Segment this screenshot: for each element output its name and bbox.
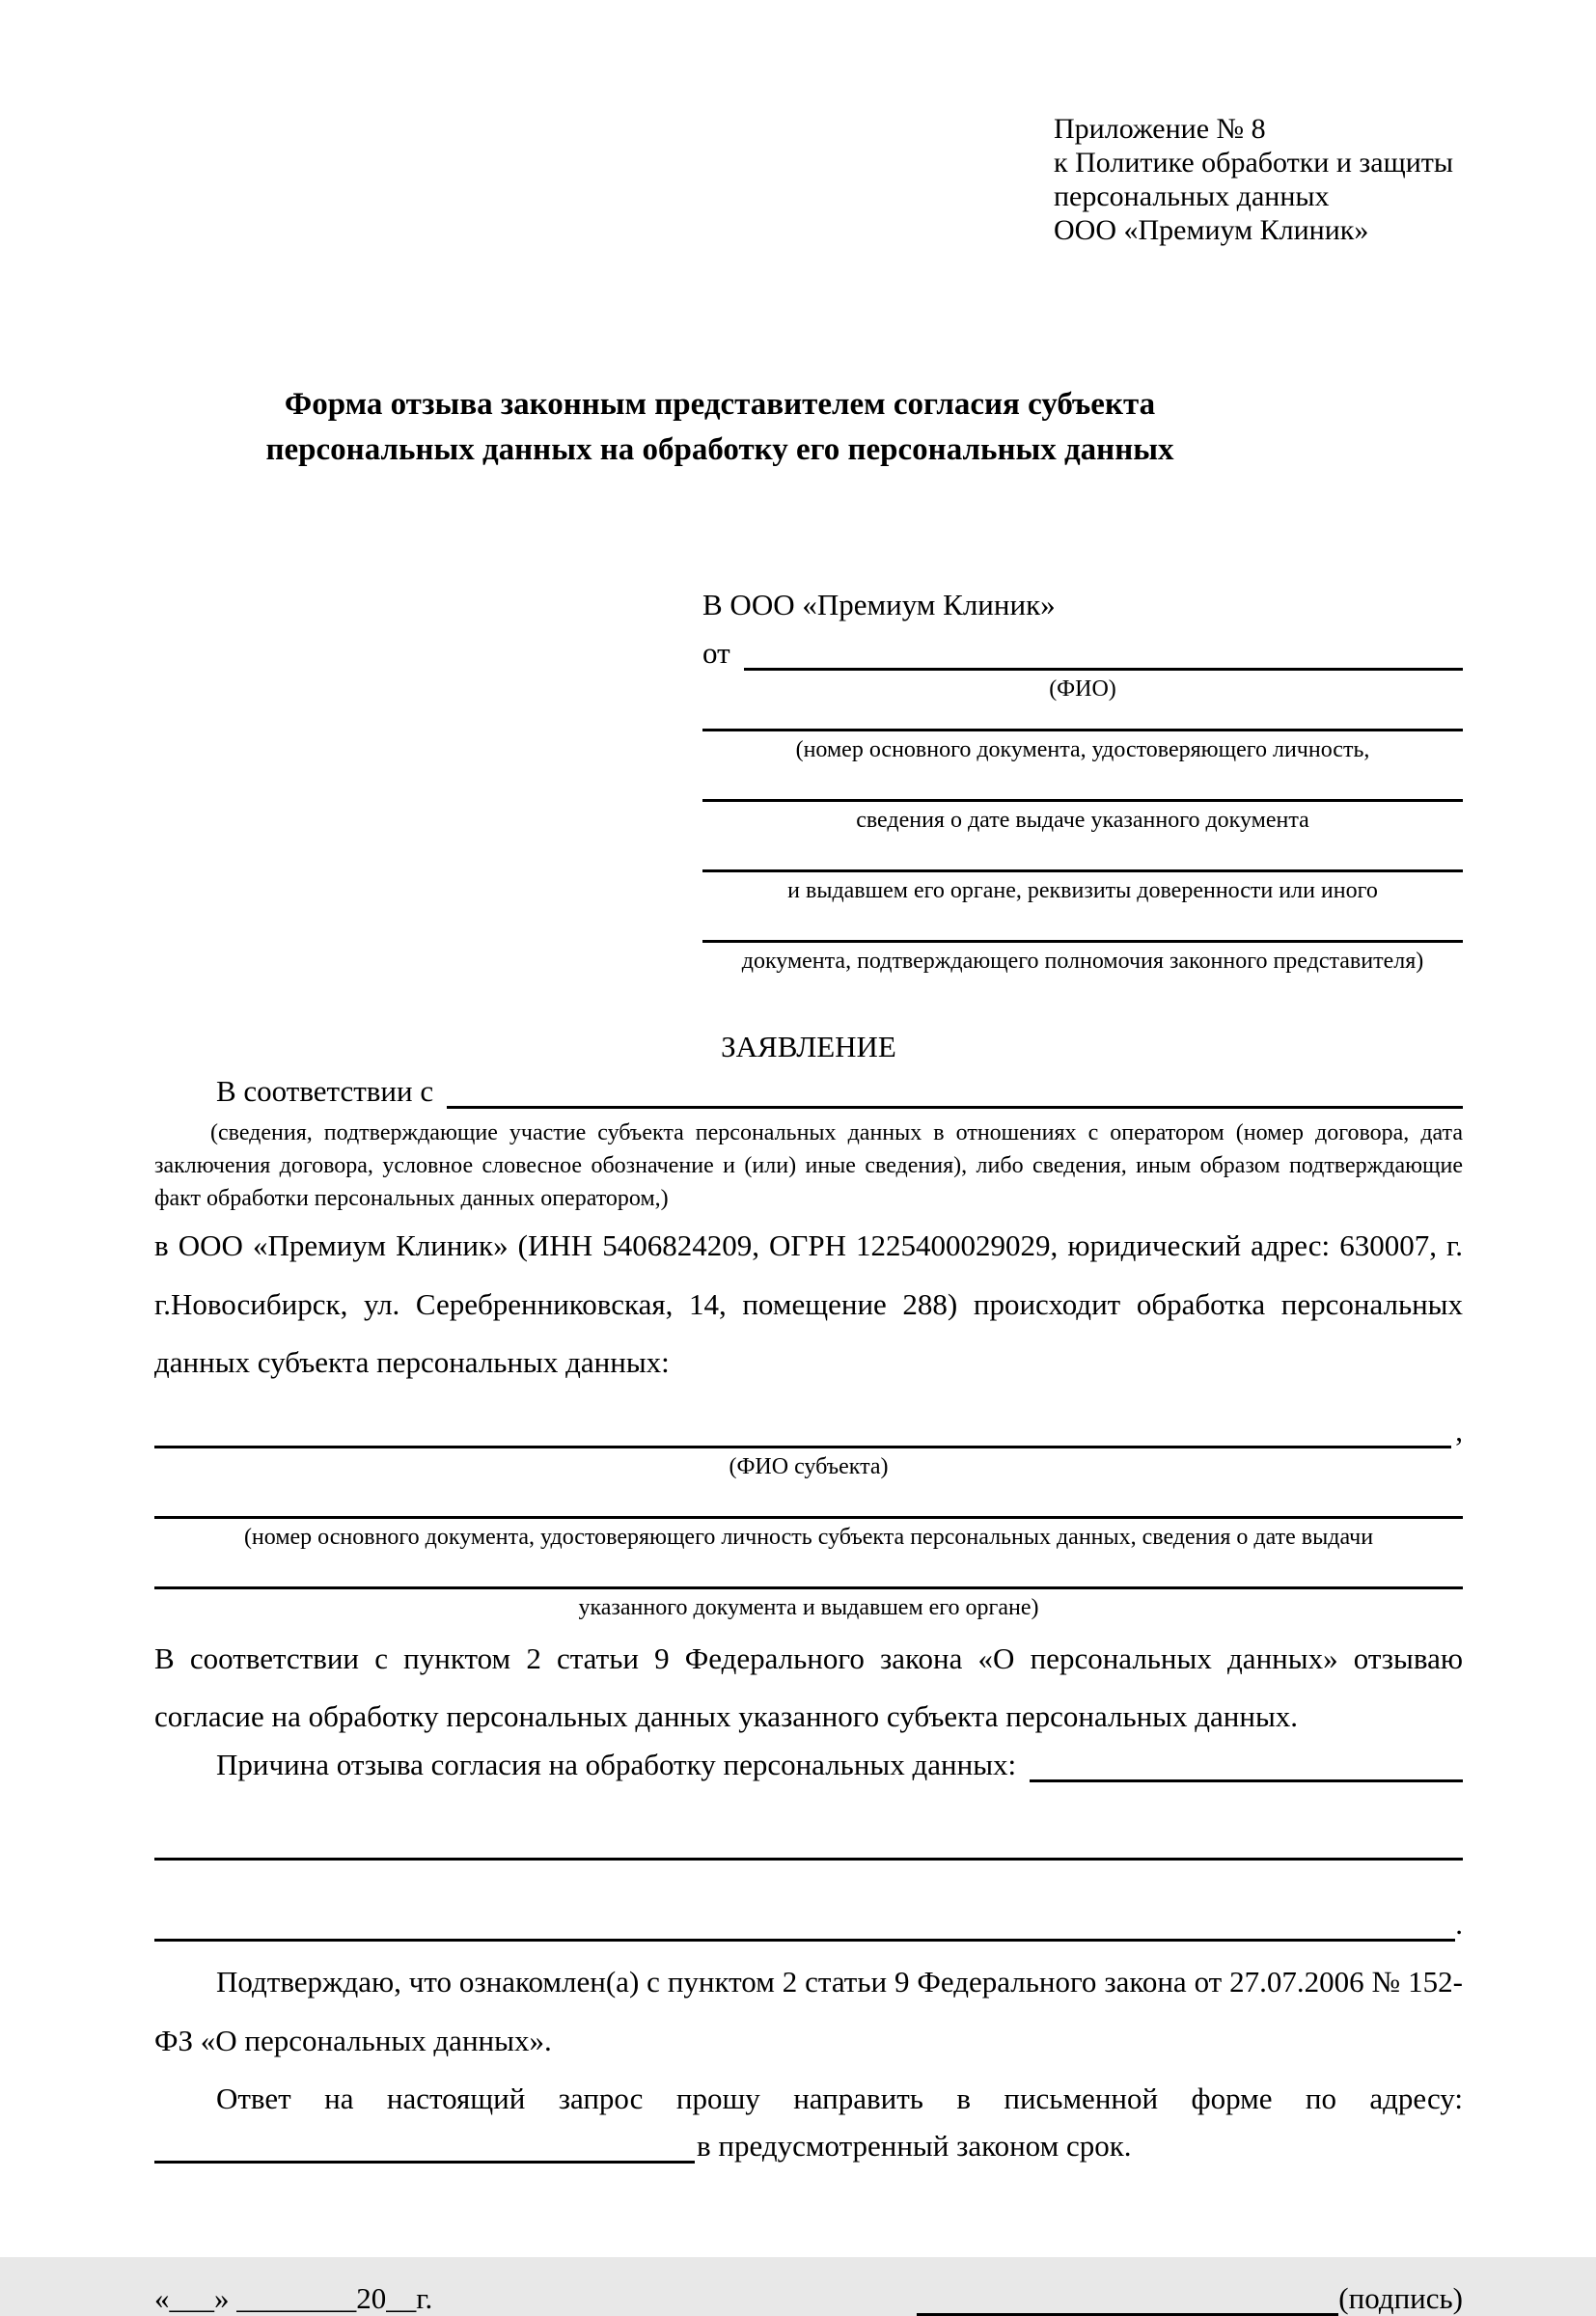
issuing-authority-field [702, 869, 1463, 905]
subject-id-document-field [154, 1516, 1463, 1552]
id-document-field [702, 729, 1463, 764]
blank-line-signature [917, 2283, 1338, 2316]
appendix-note-line: персональных данных [1054, 180, 1330, 213]
blank-line-caption: (номер основного документа, удостоверяющего личность, [795, 737, 1370, 763]
blank-line-issuing-authority [702, 869, 1463, 872]
blank-line-fio [744, 638, 1463, 671]
blank-line-reason-continued [154, 1909, 1455, 1942]
appendix-note-line: к Политике обработки и защиты [1054, 147, 1454, 179]
blank-line-subject-id-document [154, 1516, 1463, 1519]
blank-line-response-address [154, 2131, 695, 2164]
subject-issuing-authority-field [154, 1586, 1463, 1622]
appendix-note-line: ООО «Премиум Клиник» [1054, 214, 1369, 247]
operator-paragraph: в ООО «Премиум Клиник» (ИНН 5406824209, ОГРН 1225400029029, юридический адрес: 630007, г. г.Новосибирск, ул. Серебренниковская, 14, помещение 288) происходит обработка персональных данных субъекта персональных данных: [154, 1228, 1463, 1380]
subject-fio-field-row [154, 1414, 1463, 1448]
response-address-field-row [154, 2129, 1463, 2164]
signature-field [917, 2281, 1463, 2316]
reason-line-period: . [1455, 1907, 1463, 1942]
issue-date-field [702, 799, 1463, 835]
appendix-note [1054, 0, 1463, 247]
blank-line-subject-fio [154, 1416, 1451, 1448]
blank-line-reason [1030, 1750, 1463, 1782]
blank-line-issue-date [702, 799, 1463, 802]
blank-line-id-document [702, 729, 1463, 731]
blank-line-caption: и выдавшем его органе, реквизиты доверенности или иного [787, 878, 1378, 904]
accordance-smallprint: (сведения, подтверждающие участие субъекта персональных данных в отношениях с оператором (номер договора, дата заключения договора, условное словесное обозначение и (или) иные сведения), либо сведения, иным образом подтверждающие факт обработки персональных данных оператором,) [154, 1120, 1463, 1212]
statement-heading: ЗАЯВЛЕНИЕ [721, 1030, 896, 1064]
response-address-prefix: Ответ на настоящий запрос прошу направить в письменной форме по адресу: [216, 2082, 1463, 2116]
document-title: Форма отзыва законным представителем согласия субъекта персональных данных на обработку его персональных данных [265, 387, 1174, 467]
blank-line-reason-continued [154, 1858, 1463, 1861]
acknowledgement-paragraph: Подтверждаю, что ознакомлен(а) с пунктом 2 статьи 9 Федерального закона от 27.07.2006 № 152-ФЗ «О персональных данных». [154, 1965, 1463, 2057]
addressee-organization: В ООО «Премиум Клиник» [702, 587, 1056, 621]
reason-field-row [154, 1748, 1463, 1782]
from-field-row [702, 636, 1463, 671]
reason-prefix: Причина отзыва согласия на обработку персональных данных: [216, 1748, 1017, 1782]
blank-line-caption: указанного документа и выдавшем его органе) [578, 1594, 1039, 1620]
representative-authority-field [702, 940, 1463, 976]
addressee-block [702, 586, 1463, 976]
fio-caption: (ФИО) [1049, 676, 1116, 703]
document-content [154, 0, 1463, 2316]
accordance-prefix: В соответствии с [216, 1074, 434, 1109]
blank-line-subject-issuing-authority [154, 1586, 1463, 1589]
subject-fio-caption: (ФИО субъекта) [729, 1453, 889, 1479]
accordance-field-row [154, 1074, 1463, 1109]
from-label: от [702, 636, 730, 671]
blank-line-representative-authority [702, 940, 1463, 943]
blank-line-caption: документа, подтверждающего полномочия законного представителя) [741, 949, 1424, 975]
blank-line-accordance [447, 1076, 1463, 1109]
withdrawal-paragraph: В соответствии с пунктом 2 статьи 9 Федерального закона «О персональных данных» отзываю согласие на обработку персональных данных указанного субъекта персональных данных. [154, 1640, 1463, 1734]
signature-caption: (подпись) [1338, 2280, 1463, 2315]
blank-line-caption: (номер основного документа, удостоверяющего личность субъекта персональных данных, сведения о дате выдачи [243, 1524, 1374, 1550]
subject-line-comma: , [1455, 1413, 1463, 1448]
signature-footer [154, 2281, 1463, 2316]
response-suffix: в предусмотренный законом срок. [697, 2128, 1132, 2163]
blank-line-caption: сведения о дате выдаче указанного документа [856, 808, 1309, 834]
appendix-note-line: Приложение № 8 [1054, 113, 1266, 145]
reason-field-row-end [154, 1907, 1463, 1942]
date-template: «___» ________20__г. [154, 2280, 433, 2315]
